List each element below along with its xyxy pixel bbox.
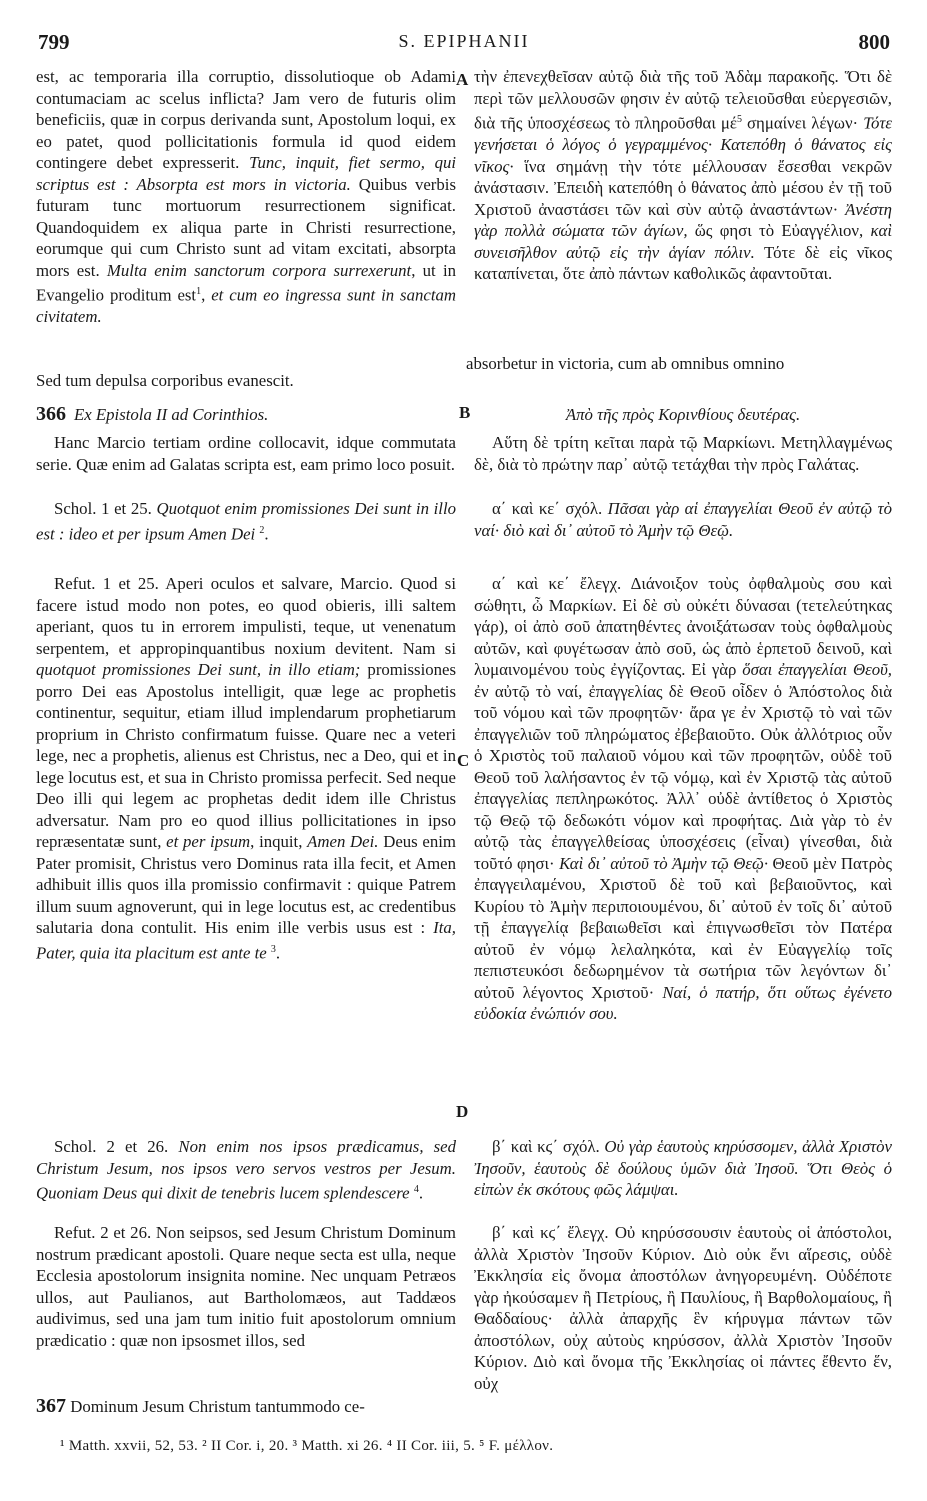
section-number-366: 366 — [36, 403, 66, 425]
latin-paragraph-1-end: Sed tum depulsa corporibus evanescit. — [36, 371, 294, 390]
page-header — [38, 30, 890, 58]
latin-quote: Multa enim sanctorum corpora surrexerunt — [106, 260, 412, 280]
latin-quote: Tunc, inquit, fiet sermo, qui scriptus est : Absorpta est mors in victoria. — [36, 153, 457, 194]
running-title: S. EPIPHANII — [398, 31, 530, 51]
scholion-label: β΄ καὶ κϛ΄ σχόλ. — [492, 1137, 600, 1156]
scholion-quote: Non enim nos ipsos prædicamus, sed Christum Jesum, nos ipsos vero servos vestros per Jesum. Quoniam Deus qui dixit de tenebris lucem splendescere — [36, 1137, 457, 1203]
latin-scholion-1: Schol. 1 et 25. Quotquot enim promissiones Dei sunt in illo est : ideo et per ipsum Amen Dei $^2$. — [36, 499, 456, 544]
scholion-label: α΄ καὶ κε΄ σχόλ. — [492, 499, 603, 518]
footnotes: ¹ Matth. xxvii, 52, 53. ² II Cor. i, 20. ³ Matth. xi 26. ⁴ II Cor. iii, 5. ⁵ F. μέλλον. — [60, 1438, 554, 1454]
refutation-label: α΄ καὶ κε΄ ἔλεγχ. — [492, 574, 622, 593]
refutation-label: Refut. 2 et 26. — [54, 1223, 152, 1242]
latin-quote: et cum eo ingressa sunt in sanctam civitatem. — [36, 285, 456, 327]
latin-text: , ut in Evangelio proditum est — [36, 260, 456, 305]
greek-section-heading: Ἀπὸ τῆς πρὸς Κορινθίους δευτέρας. — [565, 405, 801, 424]
latin-text: est, ac temporaria illa corruptio, dissolutioque ob Adami contumaciam ac scelus inflicta? Jam vero de futuris olim beneficiis, quæ in corpus derivanda sunt, Apostolum loqui, ex eo patet, quod pollicitationis formula id quod eidem contingere debet expresserit. — [36, 67, 456, 172]
right-page-number: 800 — [858, 30, 890, 54]
section-title: Ex Epistola II ad Corinthios. — [74, 405, 269, 424]
latin-section-heading — [36, 404, 456, 426]
scholion-label: Schol. 2 et 26. — [54, 1137, 169, 1156]
latin-last-line: 367 Dominum Jesum Christum tantummodo ce- — [36, 1395, 365, 1417]
latin-paragraph-2: Hanc Marcio tertiam ordine collocavit, idque commutata serie. Quæ enim ad Galatas scripta est, eam primo loco posuit. — [36, 433, 456, 474]
refutation-label: β΄ καὶ κϛ΄ ἔλεγχ. — [492, 1223, 609, 1242]
greek-paragraph-2: Αὕτη δὲ τρίτη κεῖται παρὰ τῷ Μαρκίωνι. Μετηλλαγμένως δὲ, διὰ τὸ πρώτην παρ᾽ αὐτῷ τετάχθαι τὴν πρὸς Γαλάτας. — [474, 433, 892, 474]
scholion-quote: Οὐ γὰρ ἑαυτοὺς κηρύσσομεν, ἀλλὰ Χριστὸν Ἰησοῦν, ἑαυτοὺς δὲ δούλους ὑμῶν διὰ Ἰησοῦ. Ὅτι Θεὸς ὁ εἰπὼν ἐκ σκότους φῶς λάμψαι. — [474, 1137, 892, 1199]
scholion-quote: Πᾶσαι γὰρ αἱ ἐπαγγελίαι Θεοῦ ἐν αὐτῷ τὸ ναί· διὸ καὶ δι᾽ αὐτοῦ τὸ Ἀμὴν τῷ Θεῷ. — [474, 499, 893, 540]
greek-refutation-2: β΄ καὶ κϛ΄ ἔλεγχ. Οὐ κηρύσσουσιν ἑαυτοὺς οἱ ἀπόστολοι, ἀλλὰ Χριστὸν Ἰησοῦν Κύριον. Διὸ οὐκ ἔνι αἵρεσις, οὐδὲ Ἐκκλησία εἰς ὄνομα ἀποστόλων ἀνηγορευμένη. Οὐδέποτε γὰρ ἠκούσαμεν ἢ Πετρίους, ἢ Παυλίους, ἢ Βαρθολομαίους, ἢ Θαδδαίους· ἀλλὰ ἀπαρχῆς ἓν κήρυγμα πάντων τῶν ἀποστόλων, οὐχ αὐτοὺς κηρύσσον, ἀλλὰ Χριστὸν Ἰησοῦν Κύριον. Διὸ καὶ ὄνομα τῆς Ἐκκλησίας οἱ πάντες ἔθεντο ἕν, οὐχ — [474, 1223, 892, 1393]
latin-text: Quibus verbis futuram tunc mortuorum resurrectionem significat. Quandoquidem ex aliqua parte in Christi resurrectione, eorumque qui cum Christo sunt ad vitam excitati, absorpta mors est. — [36, 174, 456, 280]
scholion-label: Schol. 1 et 25. — [54, 499, 152, 518]
greek-scholion-1 — [474, 498, 892, 541]
margin-letter-c: C — [457, 751, 470, 770]
left-page-number: 799 — [38, 30, 70, 54]
latin-paragraph-1: est, ac temporaria illa corruptio, dissolutioque ob Adami contumaciam ac scelus inflicta? Jam vero de futuris olim beneficiis, quæ in corpus derivanda sunt, Apostolum loqui, ex eo patet, quod pollicitationis formula id quod eidem contingere debet expresserit. Tunc, inquit, fiet sermo, qui scriptus est : Absorpta est mors in victoria. Quibus verbis futuram tunc mortuorum resurrectionem significat. Quandoquidem ex aliqua parte in Christi resurrectione, eorumque qui cum Christo sunt ad vitam excitati, absorpta mors est. Multa enim sanctorum corpora surrexerunt, ut in Evangelio proditum est$^1$, et cum eo ingressa sunt in sanctam civitatem. — [36, 67, 457, 327]
greek-scholion-2 — [474, 1136, 892, 1201]
scholion-quote: Quotquot enim promissiones Dei sunt in illo est : ideo et per ipsum Amen Dei — [36, 499, 456, 544]
latin-refutation-1: Refut. 1 et 25. Aperi oculos et salvare, Marcio. Quod si facere istud modo non potes, eo quod obieris, illi saltem aperiant, quos tu in errorem impulisti, teque, ut venenatum serpentem, et appropinquantibus noxium devitent. Nam si quotquot promissiones Dei sunt, in illo etiam; promissiones porro Dei eas Apostolus intelligit, quæ lege ac prophetis continentur, sequitur, etiam illud implendarum prophetiarum proprium in Christo confirmatum fuisse. Quare nec a veteri lege, nec a prophetis, alienus est Christus, nec a Deo, qui et in lege locutus est, et sua in Christo promissa perfecit. Sed neque Deo illi qui legem ac prophetas dedit idem ille Christus adversatur. Nam pro eo quod illius pollicitationes in ipso repræsentatæ sunt, et per ipsum, inquit, Amen Dei. Deus enim Pater promisit, Christus vero Dominus rata illa fecit, et Amen adhibuit illis quos illa promissio confirmavit : quique Patrem illum suum agnoverunt, qui in lege locutus est, ac credentibus salutaria dona contulit. His enim ille verbis usus est : Ita, Pater, quia ita placitum est ante te $^3$. — [36, 574, 456, 963]
latin-refutation-2: Refut. 2 et 26. Non seipsos, sed Jesum Christum Dominum nostrum prædicant apostoli. Quare neque secta est ulla, neque Ecclesia apostolorum insignita nomine. Nec unquam Petræos ullos, aut Paulianos, aut Bartholomæos, aut Taddæos audivimus, sed una jam tum initio fuit apostolorum omnium prædicatio : quæ non ipsosmet illos, sed — [36, 1223, 456, 1350]
greek-paragraph-1: τὴν ἐπενεχθεῖσαν αὐτῷ διὰ τῆς τοῦ Ἀδὰμ παρακοῆς. Ὅτι δὲ περὶ τῶν μελλουσῶν φησιν ἐν αὐτῷ τελειοῦσθαι εὐεργεσιῶν, διὰ τῆς ὑποσχέσεως τὸ πληροῦσθαι $\mu έ^5$ σημαίνει λέγων· Τότε γενήσεται ὁ λόγος ὁ γεγραμμένος· Κατεπόθη ὁ θάνατος εἰς νῖκος· ἵνα σημάνῃ τὴν τότε μέλλουσαν ἔσεσθαι νεκρῶν ἀνάστασιν. Ἐπειδὴ κατεπόθη ὁ θάνατος ἀπὸ μέσου ἐν τῇ τοῦ Χριστοῦ ἀναστάσει τῶν καὶ σὺν αὐτῷ ἀναστάντων· Ἀνέστη γὰρ πολλὰ σώματα τῶν ἁγίων, ὥς φησι τὸ Εὐαγγέλιον, καὶ συνεισῆλθον αὐτῷ εἰς τὴν ἁγίαν πόλιν. Τότε δὲ εἰς νῖκος καταπίνεται, ὅτε ἀπὸ πάντων καθολικῶς ἀφαντοῦται. — [474, 67, 893, 284]
refutation-label: Refut. 1 et 25. — [54, 574, 159, 593]
section-number-367: 367 — [36, 1395, 66, 1417]
margin-letter-b: B — [459, 403, 471, 422]
margin-letter-d: D — [456, 1102, 469, 1121]
greek-refutation-1: α΄ καὶ κε΄ ἔλεγχ. Διάνοιξον τοὺς ὀφθαλμοὺς σου καὶ σώθητι, ὦ Μαρκίων. Εἰ δὲ σὺ οὐκέτι δύνασαι (τετελεύτηκας γάρ), οἱ ἀπὸ σοῦ ἀπατηθέντες ἀνοιξάτωσαν τοὺς ὀφθαλμοὺς αὐτῶν, καὶ φυγέτωσαν ἀπὸ σοῦ, ὡς ἀπὸ ἑρπετοῦ δεινοῦ, καὶ λυμαινομένου τοὺς ἐγγίζοντας. Εἰ γὰρ ὅσαι ἐπαγγελίαι Θεοῦ, ἐν αὐτῷ τὸ ναί, ἐπαγγελίας δὲ Θεοῦ οἶδεν ὁ Ἀπόστολος διὰ τοῦ νόμου καὶ τῶν προφητῶν· ἄρα γε ἐν Χριστῷ τὸ ναὶ τῶν ἐπαγγελιῶν τοῦ πληρώματος ἐβεβαιοῦτο. Οὐκ ἀλλότριος οὖν ὁ Χριστὸς τοῦ παλαιοῦ νόμου καὶ τῶν προφητῶν, οὐδὲ τοῦ Θεοῦ τοῦ λαλήσαντος ἐν τῷ νόμῳ, καὶ ἐν Χριστῷ τὰς αὐτοῦ ἐπαγγελίας πεπληρωκότος. Ἀλλ᾽ οὐδὲ ἀντίθετος ὁ Χριστὸς τῷ Θεῷ τῷ δεδωκότι νόμον καὶ προφήτας. Διὰ γὰρ τὸ ἐν αὐτῷ τὰς ἐπαγγελθείσας ὑποσχέσεις (εἶναι) γίνεσθαι, διὰ τοῦτό φησι· Καὶ δι᾽ αὐτοῦ τὸ Ἀμὴν τῷ Θεῷ· Θεοῦ μὲν Πατρὸς ἐπαγγειλαμένου, Χριστοῦ δὲ τοῦ καὶ βεβαιοῦντος, καὶ Κυρίου τὸ Ἀμὴν περιποιουμένου, δι᾽ αὐτοῦ ἐν τοῖς δι᾽ αὐτοῦ τῇ ἐπαγγελίᾳ βεβαιωθεῖσι καὶ ἐπιγνωσθεῖσι τὸν Πατέρα αὐτοῦ ἐν νόμῳ λελαληκότα, καὶ ἐν Εὐαγγελίῳ τοῖς πεπιστευκόσι δεδωρημένον τὰ σωτήρια τῶν λεγόντων δι᾽ αὐτοῦ λέγοντος Χριστοῦ· Ναί, ὁ πατήρ, ὅτι οὕτως ἐγένετο εὐδοκία ἐνώπιόν σου. — [474, 574, 892, 1023]
latin-scholion-2: Schol. 2 et 26. Non enim nos ipsos prædicamus, sed Christum Jesum, nos ipsos vero servos vestros per Jesum. Quoniam Deus qui dixit de tenebris lucem splendescere $^4$. — [36, 1137, 457, 1203]
margin-letter-a: A — [456, 70, 469, 89]
latin-crossover-line: absorbetur in victoria, cum ab omnibus omnino — [466, 354, 785, 373]
